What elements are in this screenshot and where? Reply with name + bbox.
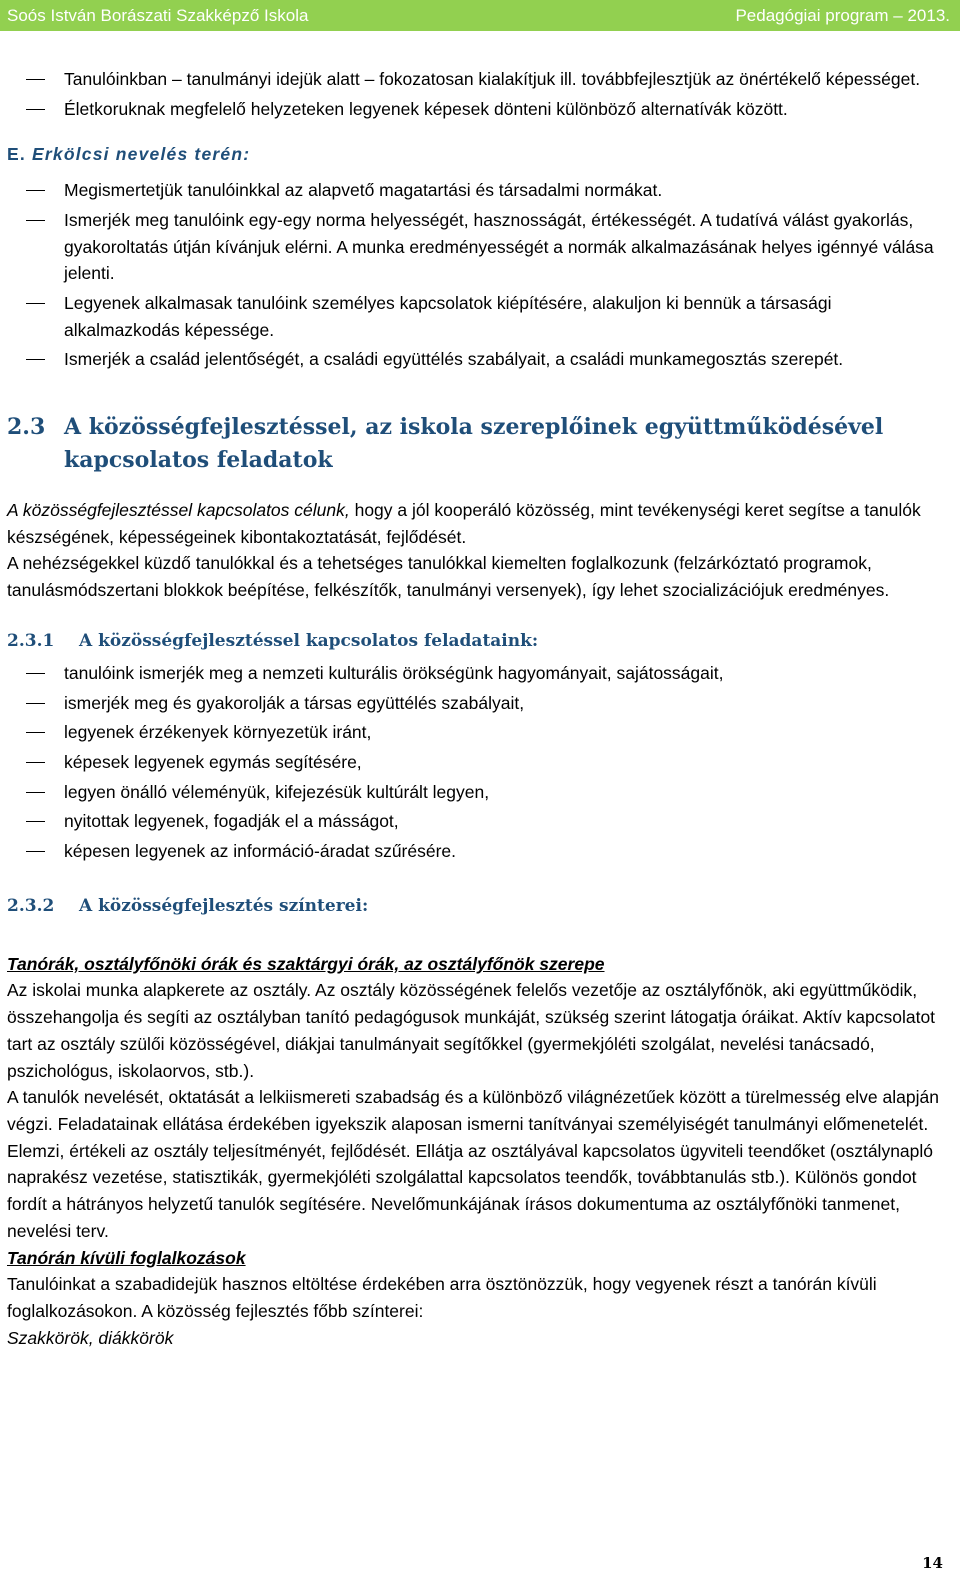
subheading-extracurricular: Tanórán kívüli foglalkozások bbox=[7, 1247, 246, 1268]
list-item: Ismerjék meg tanulóink egy-egy norma helyességét, hasznosságát, értékességét. A tudatívá válást gyakorlás, gyakoroltatás útján kívánjuk elérni. A munka eredményességét a normák alkalmazásának helyes igénnyé válása jelenti. bbox=[7, 207, 945, 287]
section-e-list bbox=[7, 177, 945, 373]
list-item: Ismerjék a család jelentőségét, a családi együttélés szabályait, a családi munkamegosztás szerepét. bbox=[7, 346, 945, 373]
list-item: képesek legyenek egymás segítésére, bbox=[7, 749, 945, 776]
section-2-3-intro: A közösségfejlesztéssel kapcsolatos célunk, hogy a jól kooperáló közösség, mint tevékenységi keret segítse a tanulók készségének, képességeinek kibontakoztatását, fejlődését. bbox=[7, 500, 921, 547]
page-header bbox=[0, 0, 960, 31]
section-2-3-paragraph: A nehézségekkel küzdő tanulókkal és a tehetséges tanulókkal kiemelten foglalkozunk (felzárkóztató programok, tanulásmódszertani blokkok beépítése, felkészítők, tanulmányi versenyek), így lehet szocializációjuk eredményes. bbox=[7, 553, 890, 601]
dash-bullet-icon bbox=[26, 851, 45, 852]
dash-bullet-icon bbox=[26, 821, 45, 822]
section-2-3-1-list bbox=[7, 660, 945, 865]
section-2-3-heading: 2.3 A közösségfejlesztéssel, az iskola szereplőinek együttműködésével kapcsolatos feladatok bbox=[7, 414, 884, 474]
lessons-paragraph-2: A tanulók nevelését, oktatását a lelkiismereti szabadság és a különböző világnézetűek között a türelmesség elve alapján végzi. Feladatainak ellátása érdekében igyekszik alaposan ismerni tanítványai személyiségét tanulmányi előmenetelét. Elemzi, értékeli az osztály teljesítményét, fejlődését. Ellátja az osztályával kapcsolatos ügyviteli teendőket (osztálynapló naprakész vezetése, statisztikák, gyermekjóléti szolgálattal kapcsolatos teendők, továbbtanulás stb.). Különös gondot fordít a hátrányos helyzetű tanulók segítésére. Nevelőmunkájának írásos dokumentuma az osztályfőnöki tanmenet, nevelési terv. bbox=[7, 1087, 939, 1241]
dash-bullet-icon bbox=[26, 220, 45, 221]
dash-bullet-icon bbox=[26, 190, 45, 191]
list-item: Megismertetjük tanulóinkkal az alapvető magatartási és társadalmi normákat. bbox=[7, 177, 945, 204]
dash-bullet-icon bbox=[26, 762, 45, 763]
dash-bullet-icon bbox=[26, 732, 45, 733]
subheading-lessons: Tanórák, osztályfőnöki órák és szaktárgyi órák, az osztályfőnök szerepe bbox=[7, 953, 605, 974]
list-item: legyenek érzékenyek környezetük iránt, bbox=[7, 719, 945, 746]
extracurricular-paragraph: Tanulóinkat a szabadidejük hasznos eltöltése érdekében arra ösztönözzük, hogy vegyenek részt a tanórán kívüli foglalkozásokon. A közösség fejlesztés főbb színterei: bbox=[7, 1274, 877, 1321]
dash-bullet-icon bbox=[26, 79, 45, 80]
list-item: képesen legyenek az információ-áradat szűrésére. bbox=[7, 838, 945, 865]
dash-bullet-icon bbox=[26, 109, 45, 110]
list-item: Életkoruknak megfelelő helyzeteken legyenek képesek dönteni különböző alternatívák között. bbox=[7, 96, 945, 123]
header-program-title: Pedagógiai program – 2013. bbox=[735, 6, 950, 25]
dash-bullet-icon bbox=[26, 673, 45, 674]
list-item: nyitottak legyenek, fogadják el a másságot, bbox=[7, 808, 945, 835]
list-item: tanulóink ismerjék meg a nemzeti kulturális örökségünk hagyományait, sajátosságait, bbox=[7, 660, 945, 687]
dash-bullet-icon bbox=[26, 359, 45, 360]
document-body bbox=[7, 66, 945, 1351]
header-school-name: Soós István Borászati Szakképző Iskola bbox=[7, 6, 309, 25]
list-item: legyen önálló véleményük, kifejezésük kultúrált legyen, bbox=[7, 779, 945, 806]
extracurricular-clubs: Szakkörök, diákkörök bbox=[7, 1327, 174, 1348]
section-e-heading: E. Erkölcsi nevelés terén: bbox=[7, 144, 251, 165]
dash-bullet-icon bbox=[26, 792, 45, 793]
list-item: ismerjék meg és gyakorolják a társas együttélés szabályait, bbox=[7, 690, 945, 717]
list-item: Legyenek alkalmasak tanulóink személyes kapcsolatok kiépítésére, alakuljon ki bennük a társasági alkalmazkodás képessége. bbox=[7, 290, 945, 343]
top-dash-list bbox=[7, 66, 945, 122]
dash-bullet-icon bbox=[26, 303, 45, 304]
list-item: Tanulóinkban – tanulmányi idejük alatt – fokozatosan kialakítjuk ill. továbbfejlesztjük az önértékelő képességet. bbox=[7, 66, 945, 93]
lessons-paragraph-1: Az iskolai munka alapkerete az osztály. Az osztály közösségének felelős vezetője az osztályfőnök, aki együttműködik, összehangolja és segíti az osztályban tanító pedagógusok munkáját, szükség szerint látogatja óráikat. Aktív kapcsolatot tart az osztály szülői közösségével, diákjai tanulmányait segítőkkel (gyermekjóléti szolgálat, nevelési tanácsadó, pszichológus, iskolaorvos, stb.). bbox=[7, 980, 936, 1081]
page-number: 14 bbox=[922, 1554, 943, 1572]
section-2-3-2-heading: 2.3.2 A közösségfejlesztés színterei: bbox=[7, 895, 369, 916]
section-2-3-1-heading: 2.3.1 A közösségfejlesztéssel kapcsolatos feladataink: bbox=[7, 630, 539, 651]
dash-bullet-icon bbox=[26, 703, 45, 704]
